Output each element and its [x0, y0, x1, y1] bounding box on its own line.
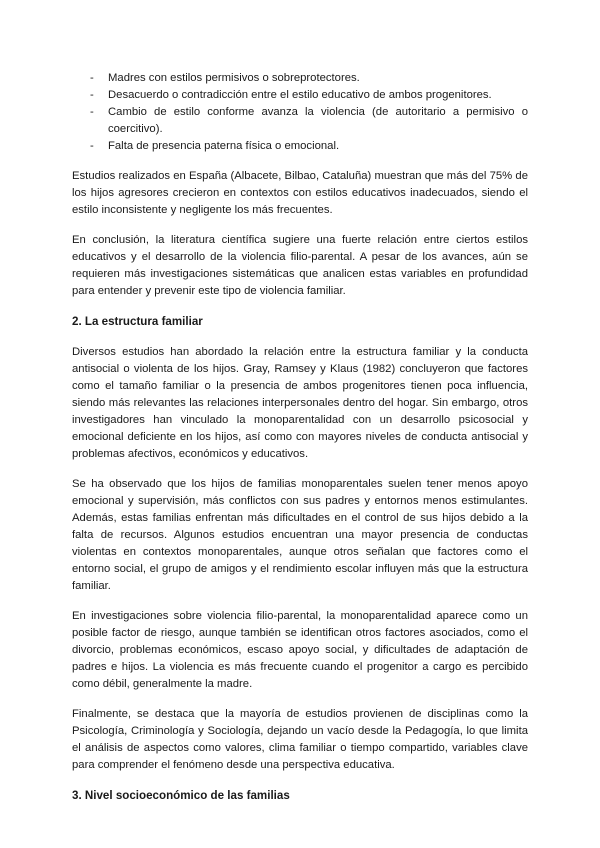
document-page: [72, 70, 528, 818]
section-heading: 3. Nivel socioeconómico de las familias: [72, 789, 290, 802]
list-item-text: Cambio de estilo conforme avanza la violencia (de autoritario a permisivo o coercitivo).: [108, 106, 528, 135]
bullet-marker: -: [90, 72, 94, 84]
paragraph: Finalmente, se destaca que la mayoría de estudios provienen de disciplinas como la Psicología, Criminología y Sociología, dejando un vacío desde la Pedagogía, lo que limita el análisis de aspectos como valores, clima familiar o tiempo compartido, variables clave para comprender el fenómeno desde una perspectiva educativa.: [72, 708, 528, 771]
list-item: [72, 70, 528, 87]
paragraph: Se ha observado que los hijos de familias monoparentales suelen tener menos apoyo emocional y supervisión, más conflictos con sus padres y entornos menos estimulantes. Además, estas familias enfrentan más dificultades en el control de sus hijos debido a la falta de recursos. Algunos estudios encuentran una mayor presencia de conductas violentas en contextos monoparentales, aunque otros señalan que factores como el entorno social, el grupo de amigos y el rendimiento escolar influyen más que la estructura familiar.: [72, 478, 528, 592]
list-item-text: Desacuerdo o contradicción entre el estilo educativo de ambos progenitores.: [108, 89, 492, 101]
bullet-marker: -: [90, 106, 94, 118]
paragraph: En conclusión, la literatura científica sugiere una fuerte relación entre ciertos estilos educativos y el desarrollo de la violencia filio-parental. A pesar de los avances, aún se requieren más investigaciones sistemáticas que analicen estas variables en profundidad para entender y prevenir este tipo de violencia familiar.: [72, 234, 528, 297]
list-item-text: Madres con estilos permisivos o sobreprotectores.: [108, 72, 360, 84]
list-item: [72, 138, 528, 155]
list-item: [72, 87, 528, 104]
bullet-list: [72, 70, 528, 155]
paragraph: Diversos estudios han abordado la relación entre la estructura familiar y la conducta antisocial o violenta de los hijos. Gray, Ramsey y Klaus (1982) concluyeron que factores como el tamaño familiar o la presencia de ambos progenitores tienen poca influencia, siendo más relevantes las relaciones interpersonales dentro del hogar. Sin embargo, otros investigadores han vinculado la monoparentalidad con un desarrollo psicosocial y emocional deficiente en los hijos, así como con mayores niveles de conducta antisocial y problemas afectivos, económicos y educativos.: [72, 346, 528, 460]
section-heading: 2. La estructura familiar: [72, 315, 203, 328]
paragraph: En investigaciones sobre violencia filio-parental, la monoparentalidad aparece como un posible factor de riesgo, aunque también se identifican otros factores asociados, como el divorcio, problemas económicos, escaso apoyo social, y dificultades de adaptación de padres e hijos. La violencia es más frecuente cuando el progenitor a cargo es percibido como débil, generalmente la madre.: [72, 610, 528, 690]
bullet-marker: -: [90, 89, 94, 101]
paragraph: Estudios realizados en España (Albacete, Bilbao, Cataluña) muestran que más del 75% de los hijos agresores crecieron en contextos con estilos educativos inadecuados, siendo el estilo inconsistente y negligente los más frecuentes.: [72, 170, 528, 216]
list-item: [72, 104, 528, 138]
list-item-text: Falta de presencia paterna física o emocional.: [108, 140, 340, 152]
bullet-marker: -: [90, 140, 94, 152]
